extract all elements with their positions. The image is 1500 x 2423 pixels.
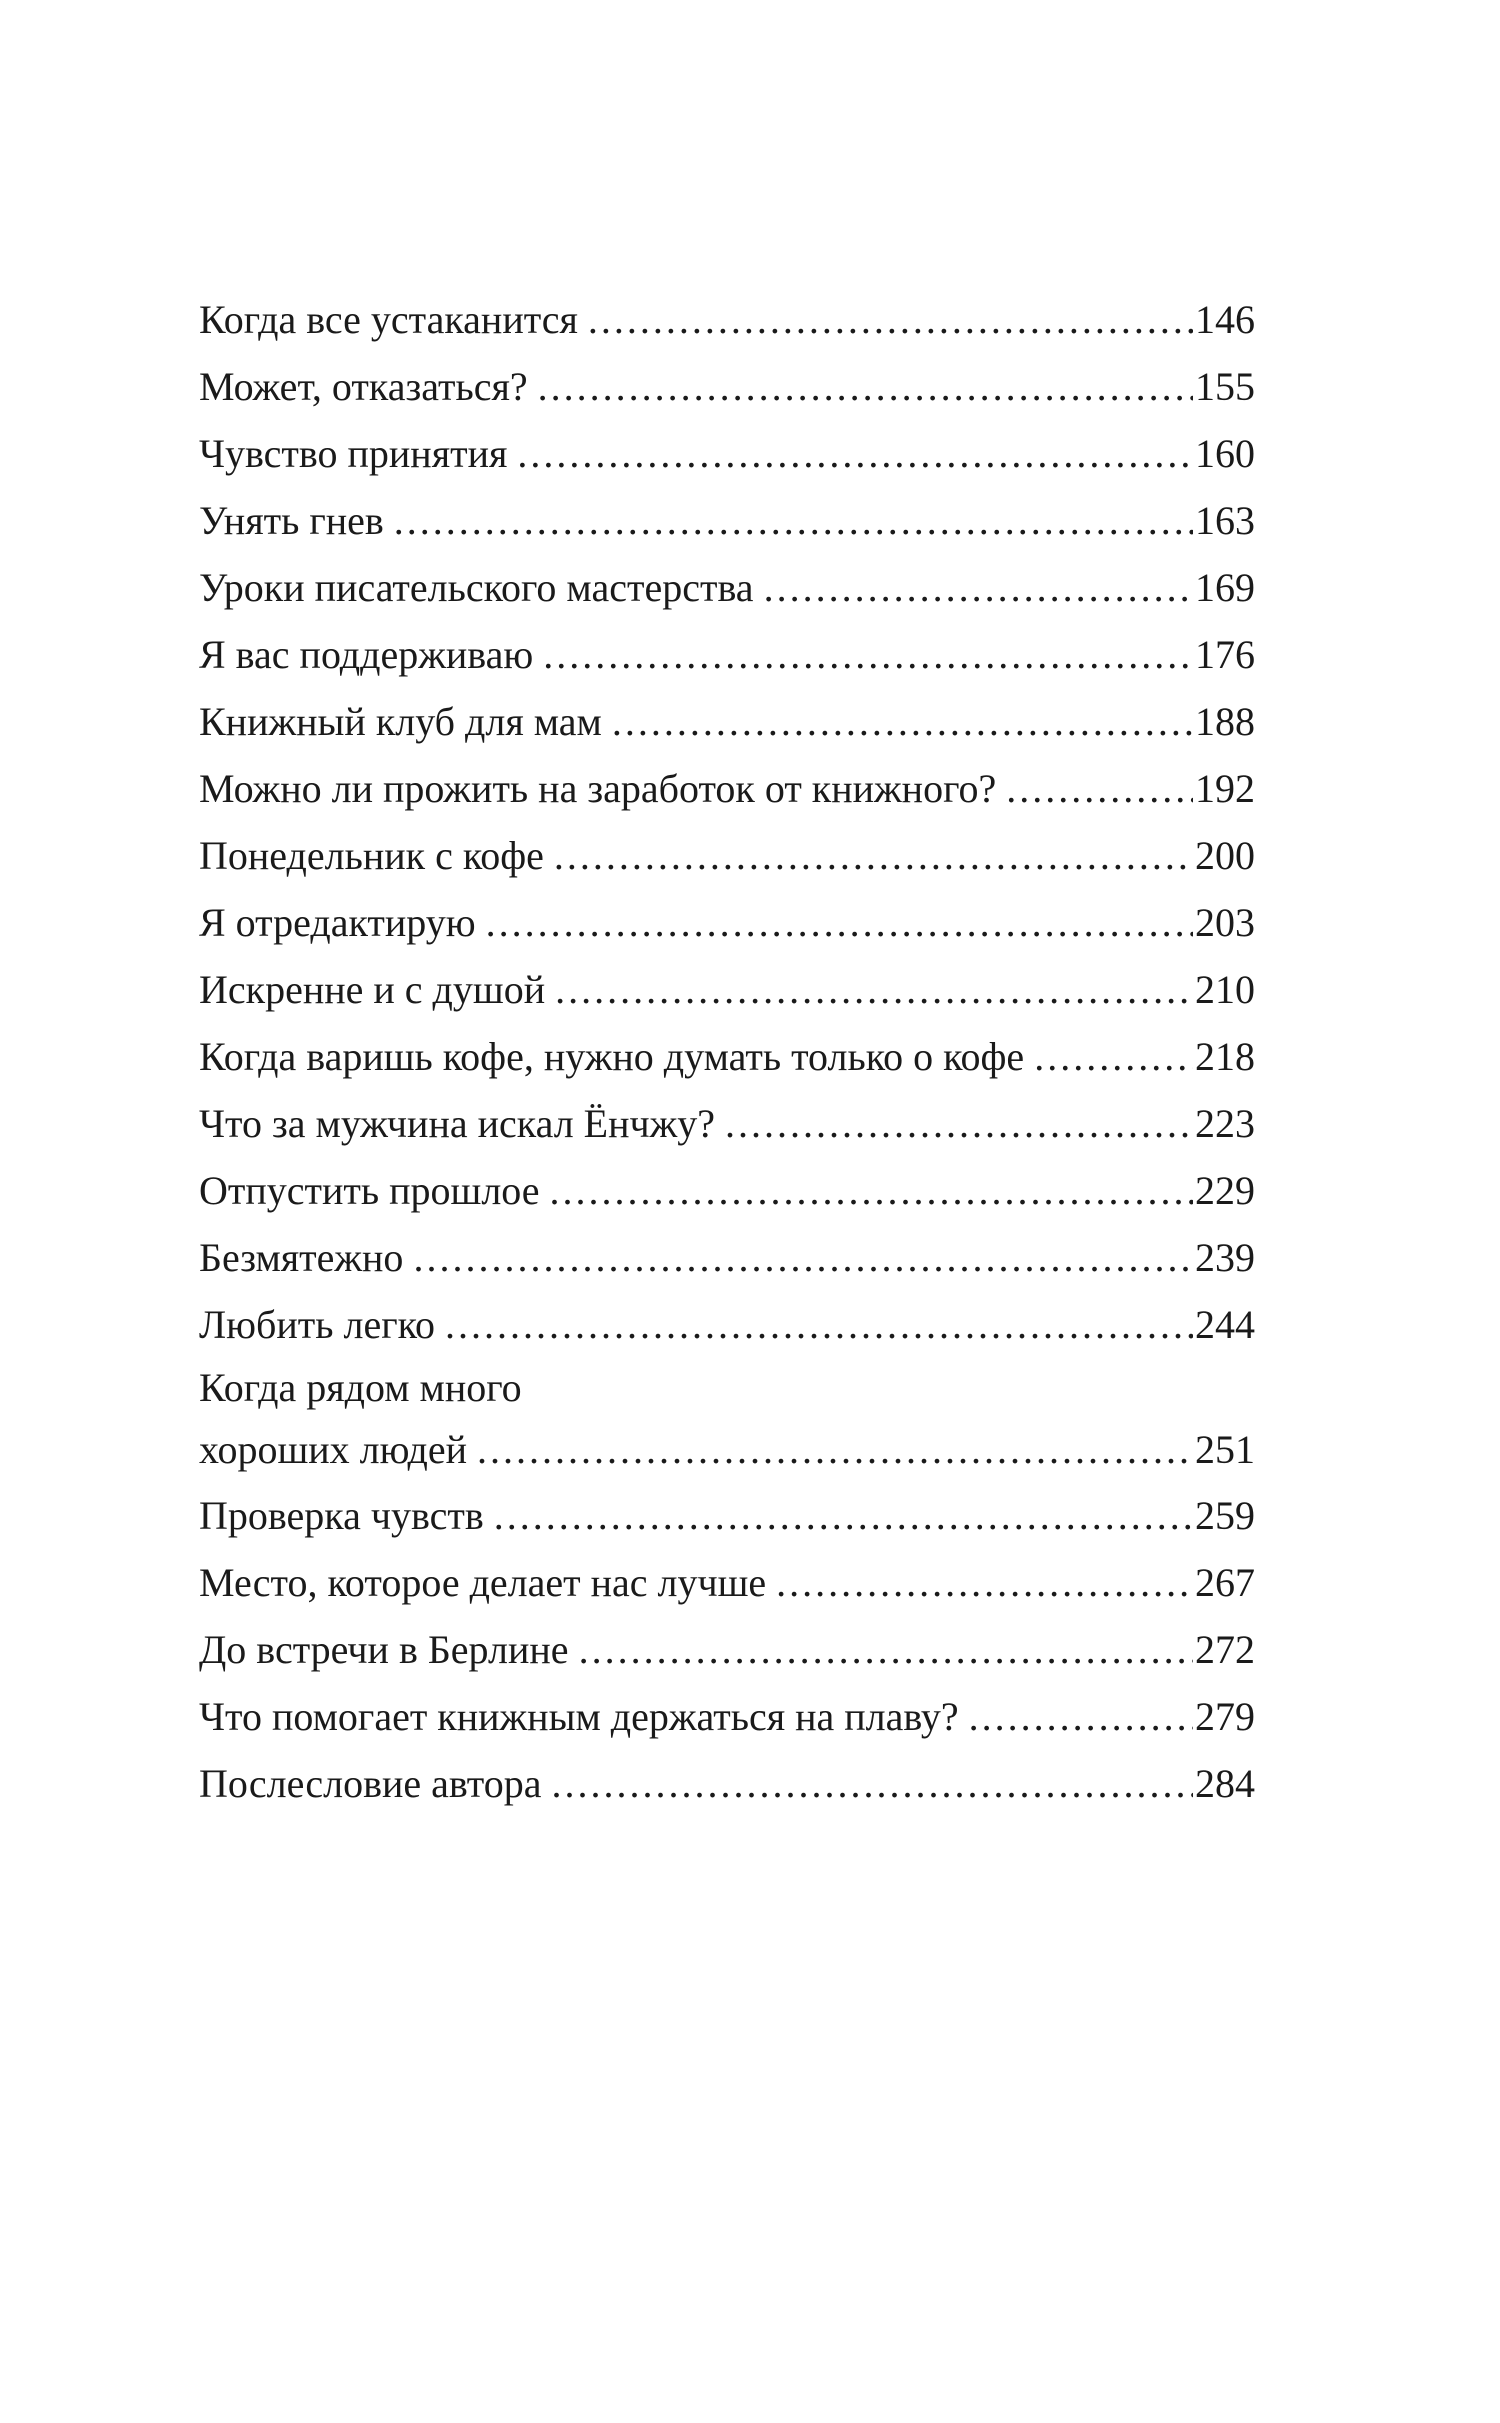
toc-entry-title: Я вас поддерживаю (199, 632, 534, 677)
toc-entry-page: 218 (1195, 1034, 1255, 1079)
toc-entry (199, 286, 1255, 353)
toc-entry-title: Любить легко (199, 1302, 436, 1347)
toc-entry-title: Искренне и с душой (199, 967, 546, 1012)
toc-dot-leader (413, 1224, 1193, 1291)
toc-dot-leader (494, 1482, 1193, 1549)
toc-entry-page: 200 (1195, 833, 1255, 878)
toc-dot-leader (550, 1157, 1193, 1224)
toc-entry (199, 554, 1255, 621)
toc-entry (199, 487, 1255, 554)
toc-entry (199, 1683, 1255, 1750)
toc-entry (199, 1224, 1255, 1291)
toc-dot-leader (551, 1750, 1193, 1817)
toc-entry-page: 192 (1195, 766, 1255, 811)
toc-entry (199, 688, 1255, 755)
toc-entry (199, 1157, 1255, 1224)
toc-entry-page: 223 (1195, 1101, 1255, 1146)
toc-entry-page: 279 (1195, 1694, 1255, 1739)
toc-entry-title-line1: Когда рядом много (199, 1365, 522, 1410)
toc-dot-leader (969, 1683, 1193, 1750)
toc-dot-leader (1034, 1023, 1193, 1090)
toc-entry-title: Послесловие автора (199, 1761, 542, 1806)
toc-dot-leader (445, 1291, 1193, 1358)
toc-dot-leader (394, 487, 1193, 554)
toc-dot-leader (612, 688, 1193, 755)
toc-entry (199, 1358, 1255, 1482)
toc-dot-leader (579, 1616, 1193, 1683)
toc-entry-page: 284 (1195, 1761, 1255, 1806)
toc-entry-page: 188 (1195, 699, 1255, 744)
toc-entry (199, 1616, 1255, 1683)
toc-entry-title: Безмятежно (199, 1235, 404, 1280)
toc-entry (199, 1549, 1255, 1616)
toc-entry-title-line2: хороших людей (199, 1427, 468, 1472)
toc-entry-page: 146 (1195, 297, 1255, 342)
toc-entry (199, 621, 1255, 688)
toc-entry (199, 1291, 1255, 1358)
toc-dot-leader (477, 1418, 1193, 1482)
toc-entry-title: Чувство принятия (199, 431, 508, 476)
toc-entry (199, 1482, 1255, 1549)
toc-entry-title: Понедельник с кофе (199, 833, 544, 878)
toc-dot-leader (1006, 755, 1193, 822)
toc-dot-leader (588, 286, 1193, 353)
toc-dot-leader (517, 420, 1193, 487)
toc-entry-title: Проверка чувств (199, 1493, 484, 1538)
toc-dot-leader (725, 1090, 1193, 1157)
toc-dot-leader (776, 1549, 1193, 1616)
toc-entry (199, 1750, 1255, 1817)
toc-entry-page: 259 (1195, 1493, 1255, 1538)
toc-entry-title: Место, которое делает нас лучше (199, 1560, 767, 1605)
toc-entry-page: 239 (1195, 1235, 1255, 1280)
toc-entry-title: Отпустить прошлое (199, 1168, 540, 1213)
toc-entry-page: 267 (1195, 1560, 1255, 1605)
toc-dot-leader (555, 956, 1193, 1023)
toc-dot-leader (764, 554, 1193, 621)
toc-entry-title: Можно ли прожить на заработок от книжного? (199, 766, 997, 811)
toc-entry-page: 272 (1195, 1627, 1255, 1672)
toc-dot-leader (543, 621, 1193, 688)
toc-entry-page: 203 (1195, 900, 1255, 945)
toc-entry (199, 1023, 1255, 1090)
toc-entry (199, 420, 1255, 487)
toc-entry (199, 755, 1255, 822)
toc-entry-page: 229 (1195, 1168, 1255, 1213)
toc-entry-page: 163 (1195, 498, 1255, 543)
toc-entry (199, 1090, 1255, 1157)
toc-entry-title: Я отредактирую (199, 900, 476, 945)
toc-entry (199, 353, 1255, 420)
toc-entry-page: 169 (1195, 565, 1255, 610)
toc-entry-page: 210 (1195, 967, 1255, 1012)
toc-entry-title: Что за мужчина искал Ёнчжу? (199, 1101, 716, 1146)
toc-entry-page: 160 (1195, 431, 1255, 476)
toc-entry-title: До встречи в Берлине (199, 1627, 569, 1672)
toc-entry-title: Когда все устаканится (199, 297, 578, 342)
toc-entry-title: Когда варишь кофе, нужно думать только о кофе (199, 1034, 1025, 1079)
toc-entry (199, 956, 1255, 1023)
toc-entry-title: Может, отказаться? (199, 364, 528, 409)
toc-entry (199, 822, 1255, 889)
toc-entry-page: 251 (1195, 1427, 1255, 1472)
toc-dot-leader (486, 889, 1193, 956)
toc-entry-title: Унять гнев (199, 498, 384, 543)
toc-entry-title: Книжный клуб для мам (199, 699, 602, 744)
toc-entry-title: Что помогает книжным держаться на плаву? (199, 1694, 959, 1739)
toc-dot-leader (554, 822, 1193, 889)
toc-entry-page: 176 (1195, 632, 1255, 677)
toc-entry (199, 889, 1255, 956)
toc-dot-leader (538, 353, 1193, 420)
toc-entry-title: Уроки писательского мастерства (199, 565, 754, 610)
toc-entry-page: 155 (1195, 364, 1255, 409)
table-of-contents (199, 286, 1255, 1817)
toc-entry-page: 244 (1195, 1302, 1255, 1347)
